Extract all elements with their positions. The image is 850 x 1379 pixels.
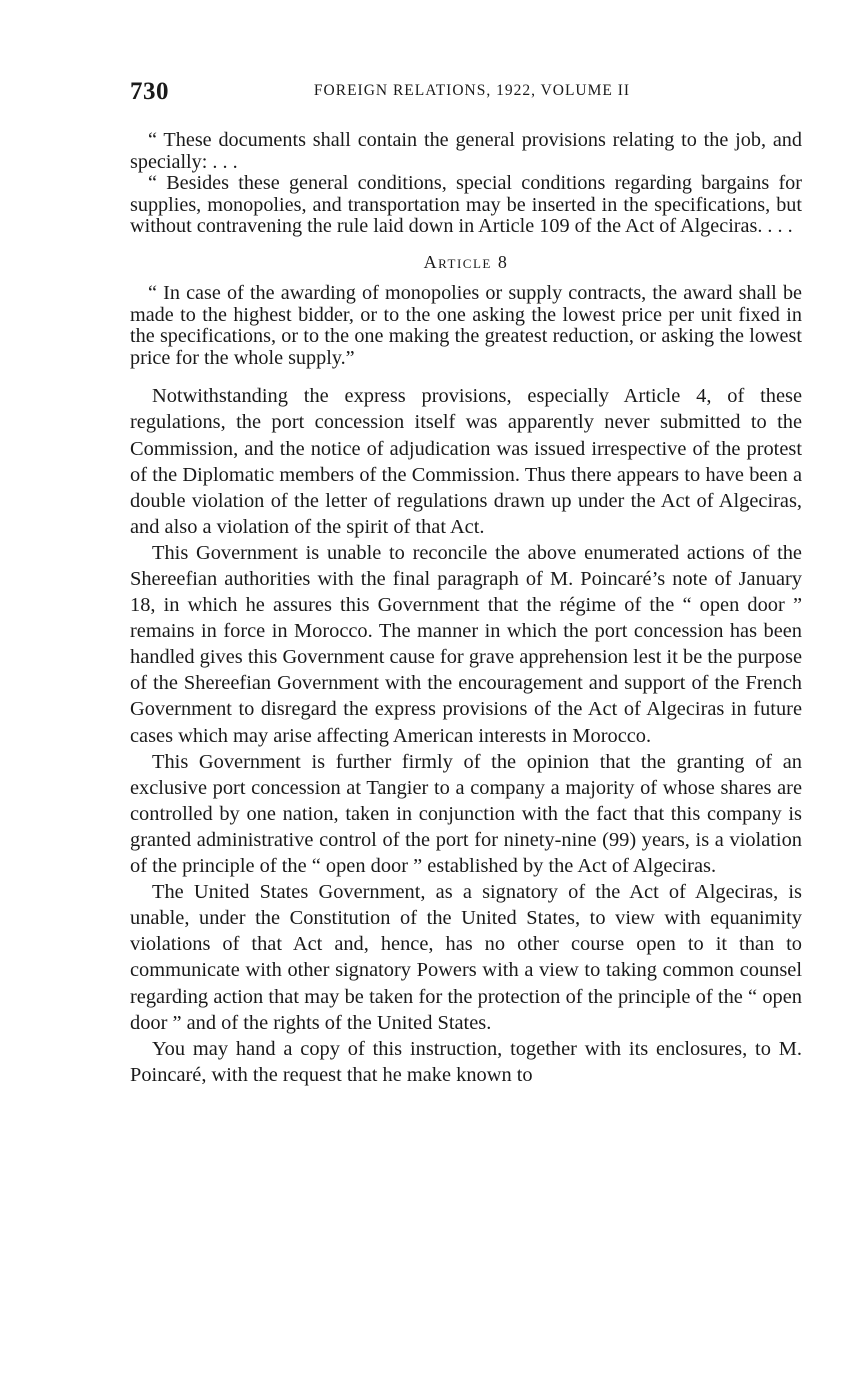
body-paragraph-5: You may hand a copy of this instruction, together with its enclosures, to M. Poincaré, with the request that he make known to (130, 1037, 802, 1086)
article-text: “ In case of the awarding of monopolies or supply contracts, the award shall be made to the highest bidder, or to the one asking the lowest price per unit fixed in the specifications, or to the one making the greatest reduction, or asking the lowest price for the whole supply.” (130, 281, 802, 369)
body-paragraph-2: This Government is unable to reconcile the above enumerated actions of the Shereefian authorities with the final paragraph of M. Poincaré’s note of January 18, in which he assures this Government that the régime of the “ open door ” remains in force in Morocco. The manner in which the port concession has been handled gives this Government cause for grave apprehension lest it be the purpose of the Shereefian Government with the encouragement and support of the French Government to disregard the express provisions of the Act of Algeciras in future cases which may arise affecting American interests in Morocco. (130, 541, 802, 747)
running-header (130, 78, 802, 112)
document-page (130, 78, 802, 1088)
running-title: FOREIGN RELATIONS, 1922, VOLUME II (313, 82, 631, 99)
body-paragraph-1: Notwithstanding the express provisions, especially Article 4, of these regulations, the port concession itself was apparently never submitted to the Commission, and the notice of adjudication was issued irrespective of the protest of the Diplomatic members of the Commission. Thus there appears to have been a double violation of the letter of regulations drawn up under the Act of Algeciras, and also a violation of the spirit of that Act. (130, 385, 802, 538)
body-paragraph-4: The United States Government, as a signatory of the Act of Algeciras, is unable, under the Constitution of the United States, to view with equanimity violations of that Act and, hence, has no other course open to it than to communicate with other signatory Powers with a view to taking common counsel regarding action that may be taken for the protection of the principle of the “ open door ” and of the rights of the United States. (130, 881, 802, 1034)
quoted-provision-2: “ Besides these general conditions, special conditions regarding bargains for supplies, monopolies, and transportation may be inserted in the specifications, but without contravening the rule laid down in Article 109 of the Act of Algeciras. . . . (130, 172, 802, 238)
body-paragraph-3: This Government is further firmly of the opinion that the granting of an exclusive port concession at Tangier to a company a majority of whose shares are controlled by one nation, taken in conjunction with the fact that this company is granted administrative control of the port for ninety-nine (99) years, is a violation of the principle of the “ open door ” established by the Act of Algeciras. (130, 750, 802, 878)
page-number: 730 (130, 78, 169, 105)
quoted-provision-1: “ These documents shall contain the general provisions relating to the job, and specially: . . . (130, 129, 802, 173)
article-heading: Article 8 (423, 251, 509, 272)
